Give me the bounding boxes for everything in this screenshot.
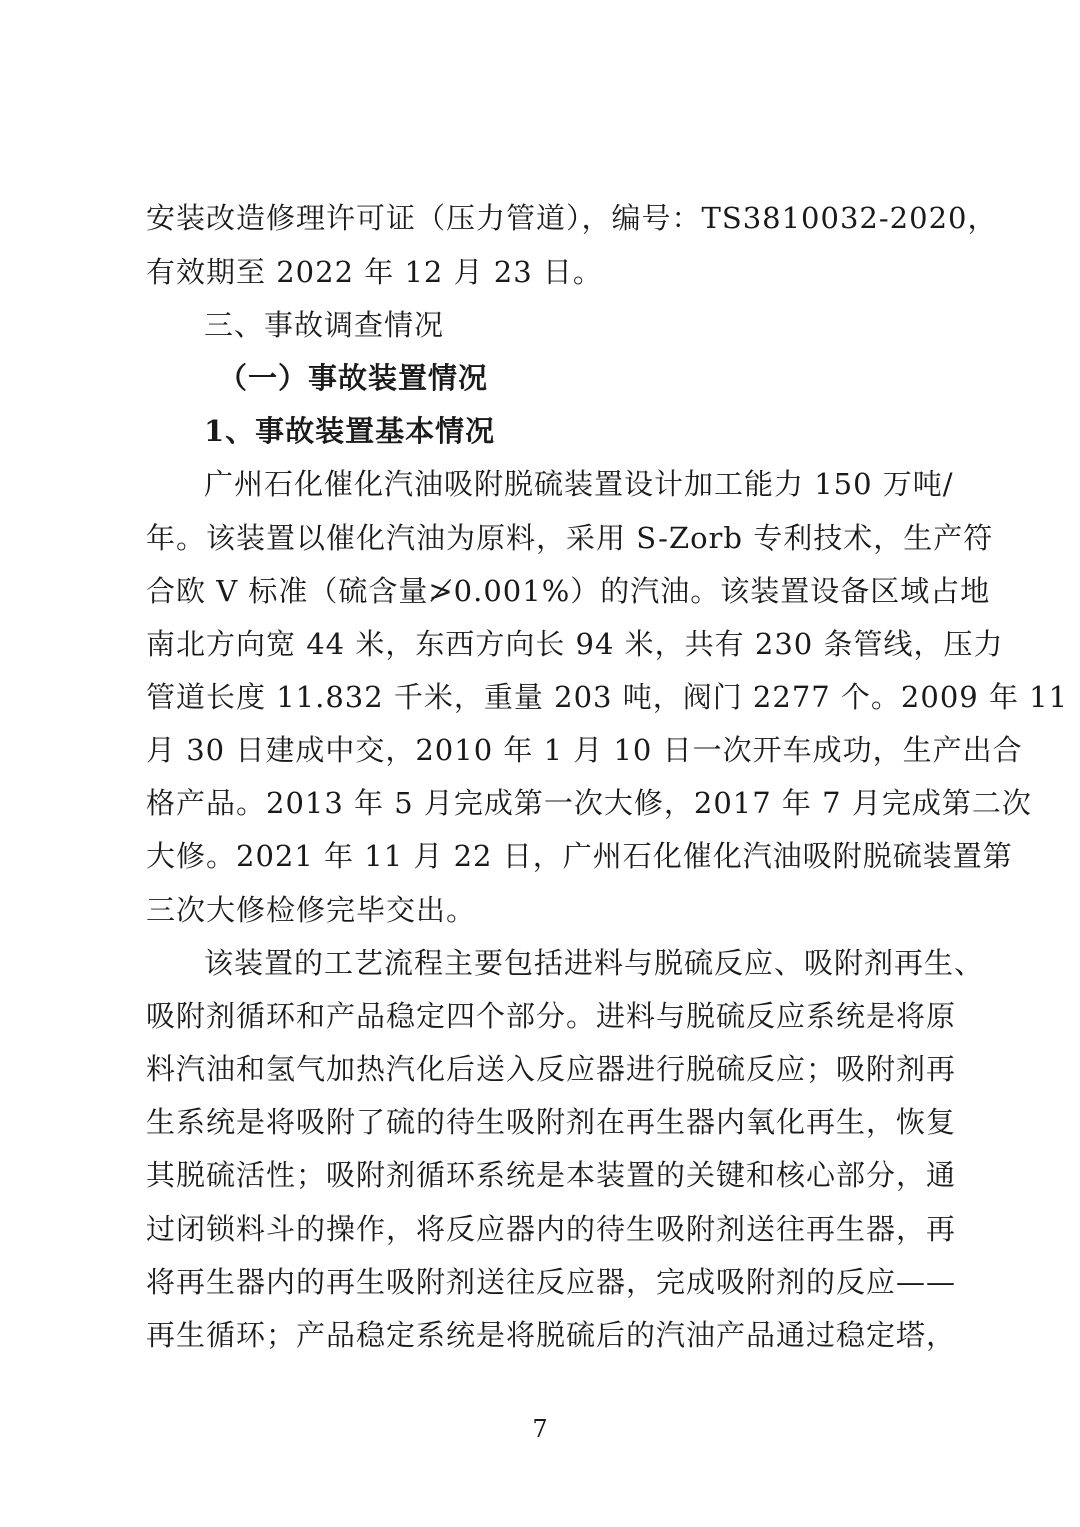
body-text-line: 管道长度 11.832 千米，重量 203 吨，阀门 2277 个。2009 年 11 [146,680,1069,714]
body-text-line: 广州石化催化汽油吸附脱硫装置设计加工能力 150 万吨/ [204,467,954,501]
body-text-line: 大修。2021 年 11 月 22 日，广州石化催化汽油吸附脱硫装置第 [146,839,1013,873]
body-text-line: 格产品。2013 年 5 月完成第一次大修，2017 年 7 月完成第二次 [146,786,1032,820]
body-text-line: 安装改造修理许可证（压力管道），编号：TS3810032-2020， [146,201,998,235]
section-heading: 三、事故调查情况 [204,308,445,342]
body-text-line: 将再生器内的再生吸附剂送往反应器，完成吸附剂的反应—— [146,1265,957,1299]
body-text-line: 年。该装置以催化汽油为原料，采用 S-Zorb 专利技术，生产符 [146,521,994,555]
body-text-line: 过闭锁料斗的操作，将反应器内的待生吸附剂送往再生器，再 [146,1212,957,1246]
subsection-heading: （一）事故装置情况 [218,361,489,395]
body-text-line: 南北方向宽 44 米，东西方向长 94 米，共有 230 条管线，压力 [146,627,1004,661]
body-text-line: 合欧 V 标准（硫含量≯0.001%）的汽油。该装置设备区域占地 [146,574,991,608]
body-text-line: 其脱硫活性；吸附剂循环系统是本装置的关键和核心部分，通 [146,1158,957,1192]
body-text-line: 该装置的工艺流程主要包括进料与脱硫反应、吸附剂再生、 [204,946,985,980]
body-text-line: 有效期至 2022 年 12 月 23 日。 [146,255,603,289]
body-text-line: 再生循环；产品稳定系统是将脱硫后的汽油产品通过稳定塔， [146,1318,957,1352]
body-text-line: 生系统是将吸附了硫的待生吸附剂在再生器内氧化再生，恢复 [146,1105,957,1139]
body-text-line: 月 30 日建成中交，2010 年 1 月 10 日一次开车成功，生产出合 [146,733,1023,767]
subsubsection-heading: 1、事故装置基本情况 [204,414,496,448]
body-text-line: 料汽油和氢气加热汽化后送入反应器进行脱硫反应；吸附剂再 [146,1052,957,1086]
body-text-line: 三次大修检修完毕交出。 [146,893,477,927]
page-number: 7 [532,1415,548,1443]
body-text-line: 吸附剂循环和产品稳定四个部分。进料与脱硫反应系统是将原 [146,999,957,1033]
